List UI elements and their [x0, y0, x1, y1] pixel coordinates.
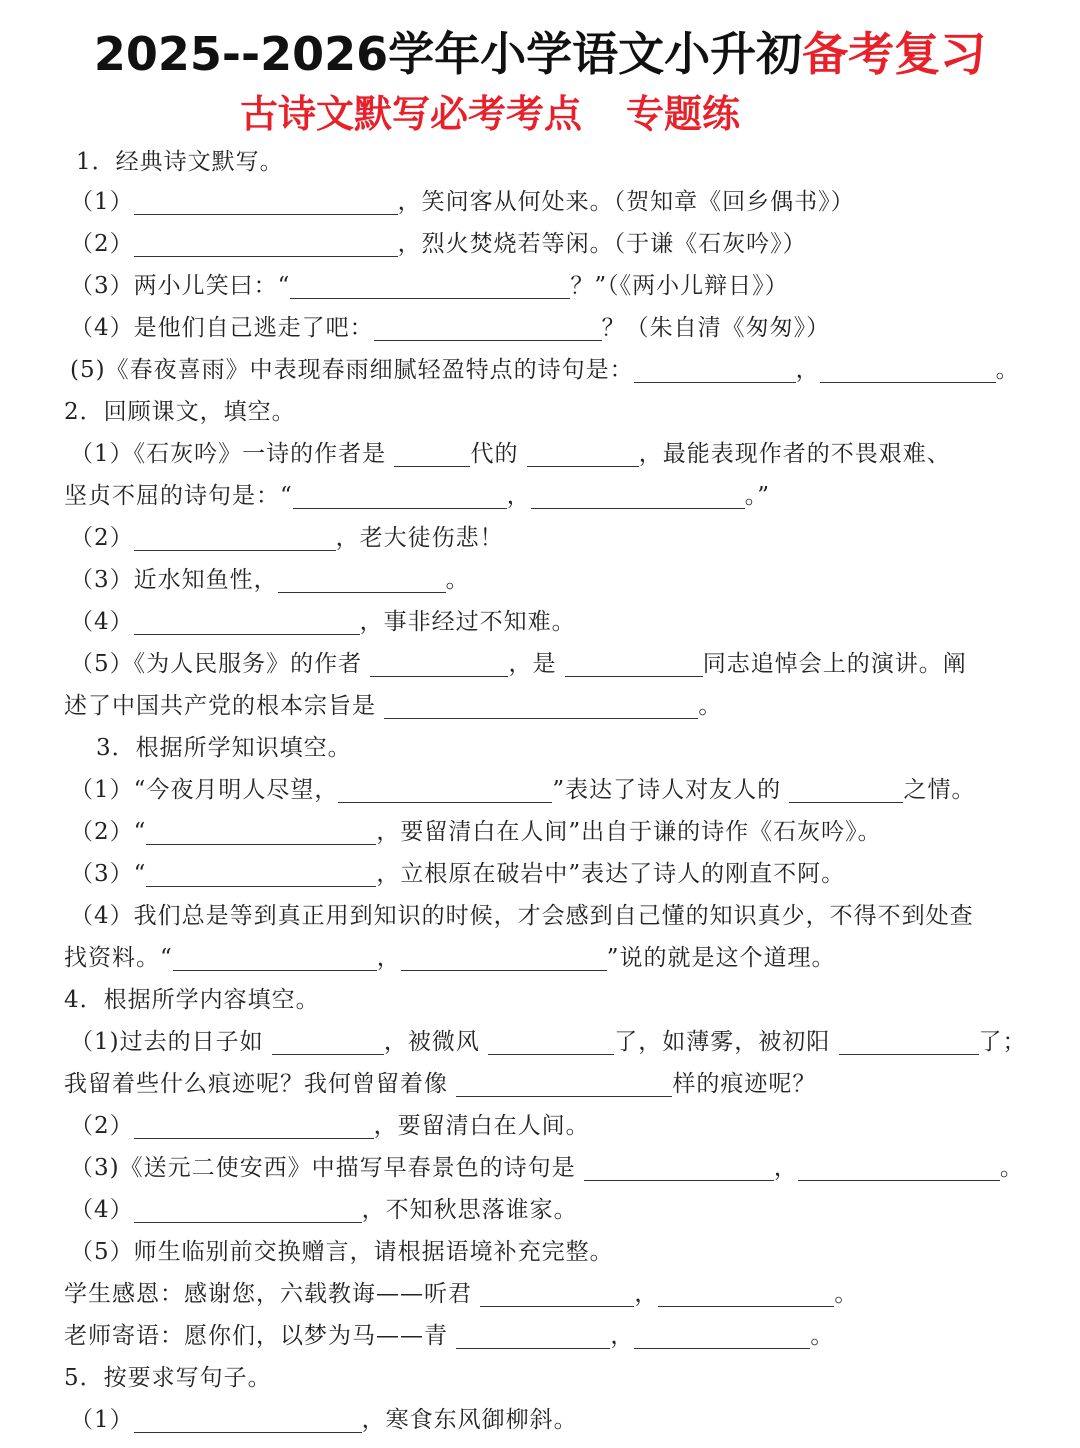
line-text: 。	[698, 693, 723, 719]
line-text: （1）	[70, 1407, 134, 1433]
question-line	[70, 266, 789, 306]
answer-blank[interactable]	[839, 1026, 979, 1055]
line-text: 样的痕迹呢？	[672, 1071, 817, 1097]
answer-blank[interactable]	[272, 1026, 384, 1055]
question-line	[64, 980, 320, 1020]
line-text: ，寒食东风御柳斜。	[361, 1407, 578, 1433]
answer-blank[interactable]	[456, 1320, 610, 1349]
answer-blank[interactable]	[338, 774, 552, 803]
question-line	[70, 896, 974, 936]
answer-blank[interactable]	[134, 1194, 362, 1223]
line-text: 1．经典诗文默写。	[76, 149, 284, 175]
answer-blank[interactable]	[394, 438, 470, 467]
question-line	[70, 644, 967, 684]
line-text: 。	[995, 357, 1020, 383]
line-text: ，要留清白在人间”出自于谦的诗作《石灰吟》。	[376, 819, 882, 845]
line-text: （1）“今夜月明人尽望，	[70, 777, 339, 803]
line-text: 。	[999, 1155, 1024, 1181]
answer-blank[interactable]	[527, 438, 639, 467]
answer-blank[interactable]	[565, 648, 703, 677]
question-line	[64, 1064, 816, 1104]
title-main: 2025--2026学年小学语文小升初	[93, 27, 803, 81]
page-subtitle	[240, 86, 800, 142]
question-line	[76, 142, 284, 182]
line-text: （5）《为人民服务》的作者	[70, 651, 371, 677]
title-highlight: 备考复习	[802, 27, 987, 81]
answer-blank[interactable]	[531, 480, 745, 509]
line-text: （1）《石灰吟》一诗的作者是	[70, 441, 395, 467]
question-line	[64, 476, 770, 516]
line-text: ，	[773, 1155, 798, 1181]
question-line	[70, 854, 845, 894]
line-text: 4．根据所学内容填空。	[64, 987, 320, 1013]
line-text: ”说的就是这个道理。	[606, 945, 836, 971]
subtitle-practice: 专题练	[626, 92, 741, 136]
line-text: （1）	[70, 189, 134, 215]
line-text: ，不知秋思落谁家。	[361, 1197, 578, 1223]
answer-blank[interactable]	[173, 942, 377, 971]
answer-blank[interactable]	[634, 354, 796, 383]
question-line	[70, 350, 1020, 390]
line-text: ，	[610, 1323, 635, 1349]
answer-blank[interactable]	[290, 270, 570, 299]
line-text: （3）“	[70, 861, 147, 887]
line-text: ？”（《两小儿辩日》）	[570, 273, 789, 299]
line-text: 述了中国共产党的根本宗旨是	[64, 693, 385, 719]
answer-blank[interactable]	[798, 1152, 1000, 1181]
line-text: 。	[445, 567, 470, 593]
line-text: ，要留清白在人间。	[373, 1113, 590, 1139]
line-text: （3）近水知鱼性，	[70, 567, 278, 593]
line-text: 我留着些什么痕迹呢？我何曾留着像	[64, 1071, 457, 1097]
answer-blank[interactable]	[134, 1110, 374, 1139]
line-text: 。	[834, 1281, 859, 1307]
line-text: 找资料。“	[64, 945, 173, 971]
line-text: ，	[506, 483, 531, 509]
answer-blank[interactable]	[634, 1320, 810, 1349]
line-text: (5)《春夜喜雨》中表现春雨细腻轻盈特点的诗句是：	[70, 357, 634, 383]
question-line	[70, 1148, 1024, 1188]
question-line	[70, 518, 504, 558]
question-line	[64, 392, 296, 432]
line-text: ，立根原在破岩中”表达了诗人的刚直不阿。	[376, 861, 846, 887]
answer-blank[interactable]	[401, 942, 607, 971]
question-line	[70, 560, 470, 600]
answer-blank[interactable]	[789, 774, 903, 803]
line-text: ，笑问客从何处来。（贺知章《回乡偶书》）	[397, 189, 855, 215]
question-line	[70, 812, 882, 852]
line-text: ？（朱自清《匆匆》）	[601, 315, 831, 341]
question-line	[64, 1316, 834, 1356]
line-text: （4）是他们自己逃走了吧：	[70, 315, 374, 341]
page-title	[0, 22, 1080, 86]
line-text: 同志追悼会上的演讲。阐	[702, 651, 967, 677]
answer-blank[interactable]	[488, 1026, 614, 1055]
line-text: 之情。	[903, 777, 976, 803]
line-text: 3．根据所学知识填空。	[96, 735, 352, 761]
line-text: （3)《送元二使安西》中描写早春景色的诗句是	[70, 1155, 584, 1181]
question-line	[70, 770, 975, 810]
line-text: 。”	[744, 483, 771, 509]
line-text: 老师寄语：愿你们，以梦为马——青	[64, 1323, 457, 1349]
question-line	[70, 602, 576, 642]
answer-blank[interactable]	[146, 816, 376, 845]
answer-blank[interactable]	[134, 186, 398, 215]
line-text: （3）两小儿笑曰：“	[70, 273, 291, 299]
line-text: （2）	[70, 231, 134, 257]
line-text: ，	[634, 1281, 659, 1307]
answer-blank[interactable]	[134, 606, 360, 635]
line-text: 坚贞不屈的诗句是：“	[64, 483, 293, 509]
answer-blank[interactable]	[134, 228, 398, 257]
answer-blank[interactable]	[146, 858, 376, 887]
line-text: （4）我们总是等到真正用到知识的时候，才会感到自己懂的知识真少，不得不到处查	[70, 903, 974, 929]
line-text: （5）师生临别前交换赠言，请根据语境补充完整。	[70, 1239, 614, 1265]
line-text: ，被微风	[383, 1029, 489, 1055]
answer-blank[interactable]	[278, 564, 446, 593]
question-line	[70, 1400, 578, 1440]
line-text: ，老大徒伤悲！	[335, 525, 504, 551]
question-line	[64, 686, 722, 726]
answer-blank[interactable]	[584, 1152, 774, 1181]
question-line	[96, 728, 352, 768]
question-line	[64, 938, 836, 978]
line-text: ，是	[508, 651, 565, 677]
line-text: 学生感恩：感谢您，六载教诲——听君	[64, 1281, 481, 1307]
line-text: ，	[795, 357, 820, 383]
line-text: 2．回顾课文，填空。	[64, 399, 296, 425]
line-text: （2）	[70, 525, 134, 551]
answer-blank[interactable]	[134, 1404, 362, 1433]
question-line	[70, 1022, 1027, 1062]
question-line	[64, 1274, 858, 1314]
answer-blank[interactable]	[134, 522, 336, 551]
line-text: 代的	[470, 441, 527, 467]
line-text: ，烈火焚烧若等闲。（于谦《石灰吟》）	[397, 231, 807, 257]
answer-blank[interactable]	[456, 1068, 672, 1097]
line-text: （4）	[70, 1197, 134, 1223]
line-text: 了；	[978, 1029, 1027, 1055]
line-text: 。	[810, 1323, 835, 1349]
subtitle-topic: 古诗文默写必考考点	[240, 92, 583, 136]
question-line	[70, 434, 951, 474]
line-text: （4）	[70, 609, 134, 635]
question-line	[70, 224, 807, 264]
answer-blank[interactable]	[374, 312, 602, 341]
line-text: （2）“	[70, 819, 147, 845]
question-line	[64, 1358, 272, 1398]
question-line	[70, 1190, 578, 1230]
line-text: 5．按要求写句子。	[64, 1365, 272, 1391]
line-text: ，	[376, 945, 401, 971]
line-text: （1)过去的日子如	[70, 1029, 272, 1055]
answer-blank[interactable]	[820, 354, 996, 383]
line-text: （2）	[70, 1113, 134, 1139]
line-text: 了，如薄雾，被初阳	[614, 1029, 839, 1055]
question-line	[70, 1232, 614, 1272]
answer-blank[interactable]	[370, 648, 508, 677]
line-text: ，最能表现作者的不畏艰难、	[638, 441, 951, 467]
question-line	[70, 308, 830, 348]
answer-blank[interactable]	[293, 480, 507, 509]
answer-blank[interactable]	[658, 1278, 834, 1307]
question-line	[70, 1106, 590, 1146]
answer-blank[interactable]	[480, 1278, 634, 1307]
line-text: ”表达了诗人对友人的	[552, 777, 790, 803]
answer-blank[interactable]	[384, 690, 698, 719]
question-line	[70, 182, 855, 222]
line-text: ，事非经过不知难。	[359, 609, 576, 635]
